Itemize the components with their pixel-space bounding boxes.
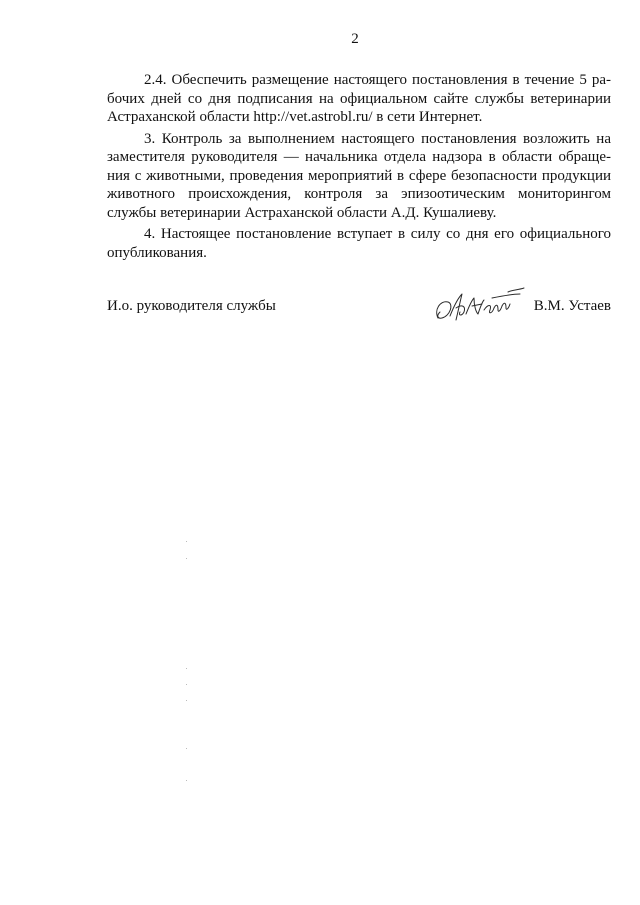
paragraph-line: бочих дней со дня подписания на официальном сайте службы ветеринарии <box>107 90 611 107</box>
scan-speck <box>186 558 187 559</box>
paragraph-line: опубликования. <box>107 244 207 261</box>
scan-speck <box>186 748 187 749</box>
paragraph-3 <box>107 130 611 223</box>
paragraph-line: Астраханской области http://vet.astrobl.ru/ в сети Интернет. <box>107 109 483 125</box>
paragraph-2-4 <box>107 71 611 127</box>
scan-speck <box>186 700 187 701</box>
handwritten-signature <box>432 282 526 326</box>
signatory-name: В.М. Устаев <box>533 298 611 314</box>
scan-speck <box>186 684 187 685</box>
paragraph-line: 3. Контроль за выполнением настоящего постановления возложить на <box>144 130 611 147</box>
paragraph-line: службы ветеринарии Астраханской области А.Д. Кушалиеву. <box>107 204 497 221</box>
paragraph-line: 4. Настоящее постановление вступает в силу со дня его официального <box>144 226 611 242</box>
paragraph-line: животного происхождения, контроля за эпизоотическим мониторингом <box>107 186 611 202</box>
paragraph-line: 2.4. Обеспечить размещение настоящего постановления в течение 5 ра- <box>144 72 611 88</box>
scan-speck <box>186 780 187 781</box>
paragraph-line: ния с животными, проведения мероприятий в сфере безопасности продукции <box>107 167 611 184</box>
paragraph-4 <box>107 225 611 262</box>
scan-speck <box>186 668 187 669</box>
signature-block <box>107 298 611 324</box>
paragraph-line: заместителя руководителя — начальника отдела надзора в области обраще- <box>107 149 611 165</box>
document-body <box>107 71 611 265</box>
scan-speck <box>186 541 187 542</box>
page-number: 2 <box>351 31 359 47</box>
signatory-title: И.о. руководителя службы <box>107 298 276 314</box>
